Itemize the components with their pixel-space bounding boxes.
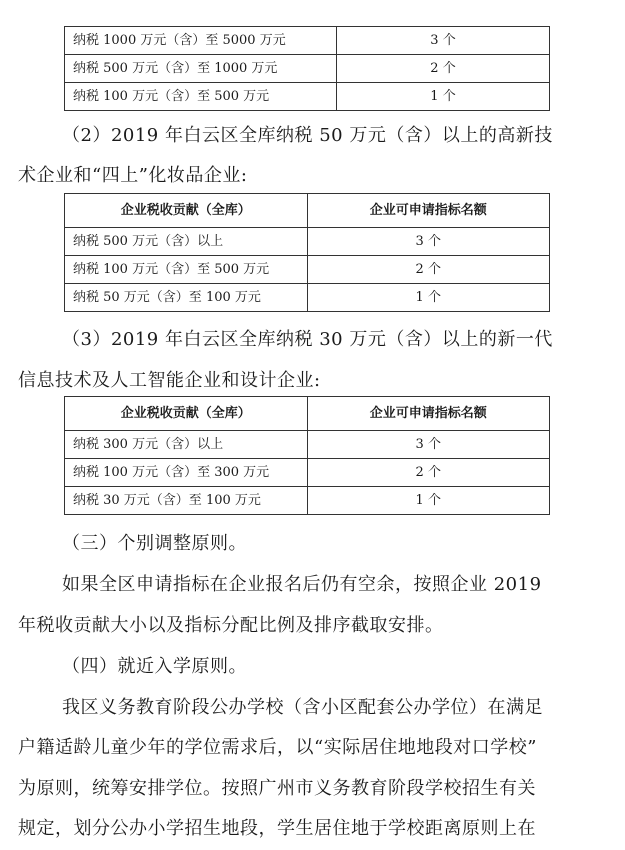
section-4-heading: （四）就近入学原则。 bbox=[62, 656, 247, 677]
quota-cell: 3 个 bbox=[307, 431, 550, 459]
table-row bbox=[65, 228, 550, 256]
tax-quota-table-1 bbox=[64, 26, 550, 111]
quota-cell: 3 个 bbox=[307, 228, 550, 256]
table-row bbox=[65, 27, 550, 55]
table-header-row bbox=[65, 194, 550, 228]
quota-cell: 3 个 bbox=[337, 27, 550, 55]
table-row bbox=[65, 55, 550, 83]
paragraph-5-line-2: 户籍适龄儿童少年的学位需求后，以“实际居住地地段对口学校” bbox=[18, 737, 537, 758]
table-row bbox=[65, 487, 550, 515]
table-row bbox=[65, 431, 550, 459]
column-header-tax-contribution: 企业税收贡献（全库） bbox=[65, 194, 308, 228]
paragraph-2-line-1: （2）2019 年白云区全库纳税 50 万元（含）以上的高新技 bbox=[62, 125, 553, 146]
tax-range-cell: 纳税 30 万元（含）至 100 万元 bbox=[65, 487, 308, 515]
tax-range-cell: 纳税 100 万元（含）至 500 万元 bbox=[65, 83, 337, 111]
tax-range-cell: 纳税 500 万元（含）至 1000 万元 bbox=[65, 55, 337, 83]
column-header-quota: 企业可申请指标名额 bbox=[307, 397, 550, 431]
column-header-quota: 企业可申请指标名额 bbox=[307, 194, 550, 228]
tax-range-cell: 纳税 300 万元（含）以上 bbox=[65, 431, 308, 459]
tax-range-cell: 纳税 500 万元（含）以上 bbox=[65, 228, 308, 256]
paragraph-5-line-1: 我区义务教育阶段公办学校（含小区配套公办学位）在满足 bbox=[62, 697, 543, 718]
tax-quota-table-2 bbox=[64, 193, 550, 312]
quota-cell: 2 个 bbox=[307, 459, 550, 487]
table-row bbox=[65, 459, 550, 487]
quota-cell: 2 个 bbox=[337, 55, 550, 83]
quota-cell: 1 个 bbox=[307, 487, 550, 515]
tax-quota-table-3 bbox=[64, 396, 550, 515]
paragraph-3-line-1: （3）2019 年白云区全库纳税 30 万元（含）以上的新一代 bbox=[62, 329, 553, 350]
table-header-row bbox=[65, 397, 550, 431]
tax-range-cell: 纳税 100 万元（含）至 300 万元 bbox=[65, 459, 308, 487]
column-header-tax-contribution: 企业税收贡献（全库） bbox=[65, 397, 308, 431]
paragraph-4-line-2: 年税收贡献大小以及指标分配比例及排序截取安排。 bbox=[18, 615, 444, 636]
paragraph-4-line-1: 如果全区申请指标在企业报名后仍有空余，按照企业 2019 bbox=[62, 574, 542, 595]
tax-range-cell: 纳税 1000 万元（含）至 5000 万元 bbox=[65, 27, 337, 55]
table-row bbox=[65, 83, 550, 111]
quota-cell: 1 个 bbox=[307, 284, 550, 312]
paragraph-2-line-2: 术企业和“四上”化妆品企业: bbox=[18, 165, 248, 186]
quota-cell: 1 个 bbox=[337, 83, 550, 111]
table-row bbox=[65, 256, 550, 284]
tax-range-cell: 纳税 100 万元（含）至 500 万元 bbox=[65, 256, 308, 284]
section-3-heading: （三）个别调整原则。 bbox=[62, 533, 247, 554]
paragraph-3-line-2: 信息技术及人工智能企业和设计企业: bbox=[18, 370, 321, 391]
table-row bbox=[65, 284, 550, 312]
quota-cell: 2 个 bbox=[307, 256, 550, 284]
paragraph-5-line-3: 为原则，统筹安排学位。按照广州市义务教育阶段学校招生有关 bbox=[18, 778, 536, 799]
paragraph-5-line-4: 规定，划分公办小学招生地段，学生居住地于学校距离原则上在 bbox=[18, 818, 536, 839]
tax-range-cell: 纳税 50 万元（含）至 100 万元 bbox=[65, 284, 308, 312]
